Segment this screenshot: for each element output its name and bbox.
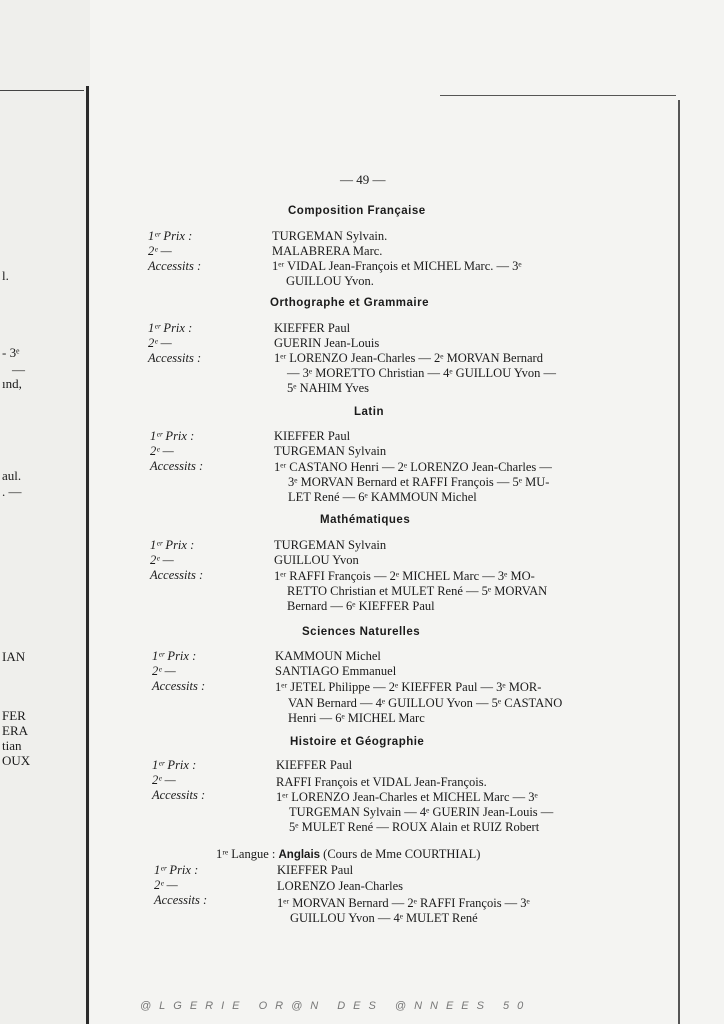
section-title: Histoire et Géographie <box>290 736 425 748</box>
prize-line: GUILLOU Yvon. <box>286 274 374 288</box>
prize-line: GUILLOU Yvon — 4ᵉ MULET René <box>290 911 478 925</box>
prize-label: 1ᵉʳ Prix : <box>148 229 193 243</box>
accessits-label: Accessits : <box>154 893 208 907</box>
prize-line: GUERIN Jean-Louis <box>274 336 380 350</box>
footer-watermark: @LGERIE OR@N DES @NNEES 50 <box>140 1000 532 1012</box>
prize-line: RAFFI François et VIDAL Jean-François. <box>276 775 487 789</box>
prize-label: 2ᵉ — <box>154 878 178 892</box>
accessits-label: Accessits : <box>150 459 204 473</box>
prize-line: 3ᵉ MORVAN Bernard et RAFFI François — 5ᵉ MU- <box>288 475 550 489</box>
prize-line: KIEFFER Paul <box>274 429 351 443</box>
prize-label: 2ᵉ — <box>150 444 174 458</box>
prize-line: 1ᵉʳ VIDAL Jean-François et MICHEL Marc. — 3ᵉ <box>272 259 522 273</box>
prize-line: KIEFFER Paul <box>276 758 353 772</box>
prize-line: — 3ᵉ MORETTO Christian — 4ᵉ GUILLOU Yvon — <box>287 366 557 380</box>
prize-line: 1ᵉʳ MORVAN Bernard — 2ᵉ RAFFI François — 3ᵉ <box>277 896 530 910</box>
accessits-label: Accessits : <box>152 788 206 802</box>
prize-label: 2ᵉ — <box>148 336 172 350</box>
prize-line: 1ᵉʳ CASTANO Henri — 2ᵉ LORENZO Jean-Charles — <box>274 460 552 474</box>
language-prefix: 1ʳᵉ Langue : <box>216 847 279 861</box>
left-fragment: l. <box>2 268 9 283</box>
prize-line: SANTIAGO Emmanuel <box>275 664 397 678</box>
prize-label: 1ᵉʳ Prix : <box>148 321 193 335</box>
left-fragment: IAN <box>2 649 26 664</box>
section-title: Composition Française <box>288 205 426 217</box>
prize-line: GUILLOU Yvon <box>274 553 359 567</box>
page-right-edge <box>678 100 680 1024</box>
prize-line: KIEFFER Paul <box>277 863 354 877</box>
left-fragment: ERA <box>2 723 28 738</box>
accessits-label: Accessits : <box>148 259 202 273</box>
page-number: — 49 — <box>340 172 386 187</box>
prize-line: KIEFFER Paul <box>274 321 351 335</box>
prize-line: VAN Bernard — 4ᵉ GUILLOU Yvon — 5ᵉ CASTANO <box>288 696 563 710</box>
prize-line: TURGEMAN Sylvain. <box>272 229 388 243</box>
prize-line: 5ᵉ MULET René — ROUX Alain et RUIZ Robert <box>289 820 540 834</box>
left-fragment: . — <box>2 484 22 499</box>
prize-line: KAMMOUN Michel <box>275 649 381 663</box>
prize-line: TURGEMAN Sylvain — 4ᵉ GUERIN Jean-Louis — <box>289 805 554 819</box>
left-fragment: — <box>12 362 25 377</box>
prize-line: RETTO Christian et MULET René — 5ᵉ MORVAN <box>287 584 548 598</box>
left-fragment: FER <box>2 708 26 723</box>
prize-line: TURGEMAN Sylvain <box>274 538 387 552</box>
prize-label: 2ᵉ — <box>150 553 174 567</box>
prize-line: LET René — 6ᵉ KAMMOUN Michel <box>288 490 477 504</box>
prize-label: 2ᵉ — <box>152 664 176 678</box>
book-spine <box>86 86 89 1024</box>
prize-line: LORENZO Jean-Charles <box>277 879 404 893</box>
left-fragment: aul. <box>2 468 22 483</box>
prize-line: 5ᵉ NAHIM Yves <box>287 381 370 395</box>
left-fragment: tian <box>2 738 22 753</box>
left-fragment: - 3ᵉ <box>2 345 20 360</box>
prize-line: Henri — 6ᵉ MICHEL Marc <box>288 711 425 725</box>
section-title: Mathématiques <box>320 514 411 526</box>
prize-label: 1ᵉʳ Prix : <box>152 758 197 772</box>
prize-line: MALABRERA Marc. <box>272 244 383 258</box>
prize-line: 1ᵉʳ LORENZO Jean-Charles — 2ᵉ MORVAN Bernard <box>274 351 543 365</box>
prize-label: 1ᵉʳ Prix : <box>154 863 199 877</box>
accessits-label: Accessits : <box>150 568 204 582</box>
prize-line: 1ᵉʳ LORENZO Jean-Charles et MICHEL Marc — 3ᵉ <box>276 790 538 804</box>
prize-label: 1ᵉʳ Prix : <box>152 649 197 663</box>
section-title: Orthographe et Grammaire <box>270 297 429 309</box>
accessits-label: Accessits : <box>152 679 206 693</box>
prize-line: 1ᵉʳ JETEL Philippe — 2ᵉ KIEFFER Paul — 3ᵉ MOR- <box>275 680 542 694</box>
page-top-rule <box>440 95 676 96</box>
left-page-top-rule <box>0 90 84 91</box>
section-title: Latin <box>354 406 384 418</box>
prize-label: 1ᵉʳ Prix : <box>150 538 195 552</box>
section-title <box>216 847 480 862</box>
left-page-edge <box>0 0 90 1024</box>
prize-label: 1ᵉʳ Prix : <box>150 429 195 443</box>
prize-label: 2ᵉ — <box>148 244 172 258</box>
section-title: Sciences Naturelles <box>302 626 421 638</box>
prize-line: TURGEMAN Sylvain <box>274 444 387 458</box>
prize-line: Bernard — 6ᵉ KIEFFER Paul <box>287 599 435 613</box>
prize-line: 1ᵉʳ RAFFI François — 2ᵉ MICHEL Marc — 3ᵉ MO- <box>274 569 535 583</box>
prize-label: 2ᵉ — <box>152 773 176 787</box>
course-teacher: (Cours de Mme COURTHIAL) <box>320 847 481 861</box>
left-fragment: OUX <box>2 753 31 768</box>
accessits-label: Accessits : <box>148 351 202 365</box>
language-name: Anglais <box>278 849 321 861</box>
left-fragment: ınd, <box>2 376 22 391</box>
